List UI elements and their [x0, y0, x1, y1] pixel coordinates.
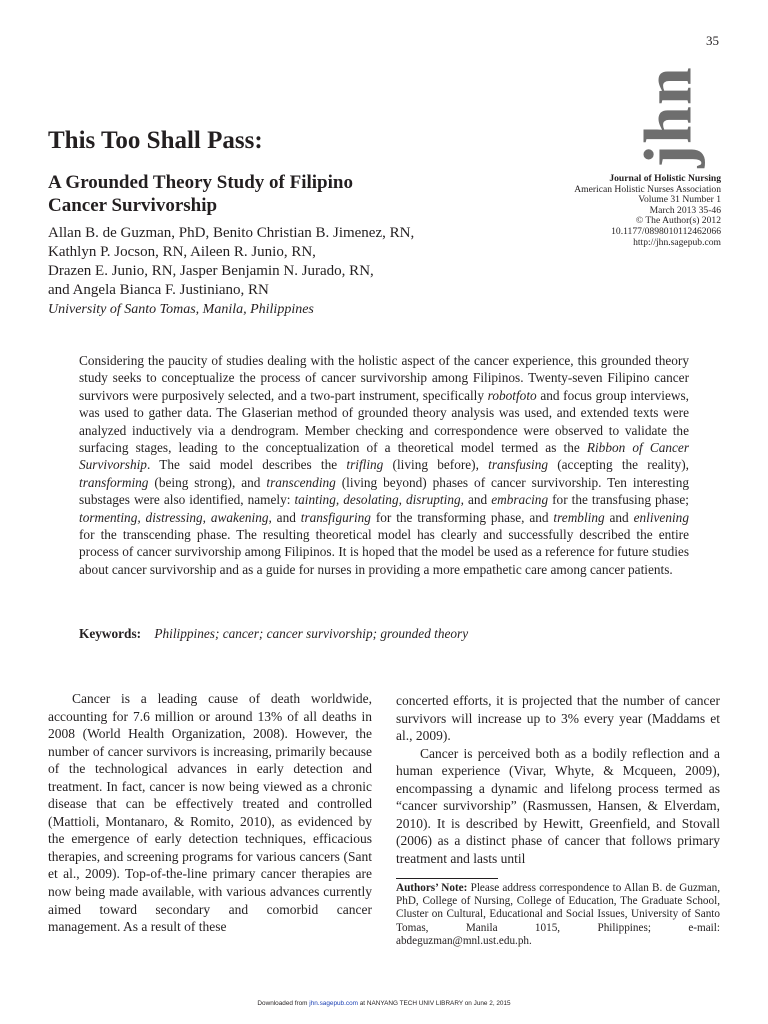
- keywords-list: Philippines; cancer; cancer survivorship; grounded theory: [154, 626, 469, 641]
- journal-doi: 10.1177/0898010112462066: [611, 225, 721, 237]
- journal-date: March 2013 35-46: [649, 204, 721, 216]
- author-line: and Angela Bianca F. Justiniano, RN: [48, 282, 269, 298]
- journal-name: Journal of Holistic Nursing: [609, 173, 721, 184]
- author-line: Kathlyn P. Jocson, RN, Aileen R. Junio, RN,: [48, 244, 316, 260]
- journal-logo: jhn: [629, 66, 706, 168]
- journal-volume: Volume 31 Number 1: [638, 194, 721, 206]
- download-notice: Downloaded from jhn.sagepub.com at NANYANG TECH UNIV LIBRARY on June 2, 2015: [257, 1000, 511, 1007]
- affiliation: University of Santo Tomas, Manila, Philippines: [48, 302, 314, 317]
- keywords-label: Keywords:: [79, 626, 142, 641]
- journal-copyright: © The Author(s) 2012: [635, 215, 721, 227]
- journal-association: American Holistic Nurses Association: [574, 183, 721, 195]
- body-column-left: [48, 690, 372, 936]
- author-block: [48, 224, 488, 319]
- body-column-right: [396, 692, 720, 867]
- abstract: Considering the paucity of studies dealing with the holistic aspect of the cancer experience, this grounded theory study seeks to conceptualize the process of cancer survivorship among Filipinos. Twenty-seven Filipino cancer survivors were purposively selected, and a two-part instrument, specifically robotfoto and focus group interviews, was used to gather data. The Glaserian method of grounded theory analysis was used, and extended texts were analyzed inductively via a dendrogram. Member checking and correspondence were observed to validate the surfacing stages, leading to the conceptualization of a theoretical model termed as the Ribbon of Cancer Survivorship. The said model describes the trifling (living before), transfusing (accepting the reality), transforming (being strong), and transcending (living beyond) phases of cancer survivorship. Ten interesting substages were also identified, namely: tainting, desolating, disrupting, and embracing for the transfusing phase; tormenting, distressing, awakening, and transfiguring for the transforming phase, and trembling and enlivening for the transcending phase. The resulting theoretical model has clearly and successfully described the entire process of cancer survivorship among Filipinos. It is hoped that the model be used as a reference for future studies about cancer survivorship and as a guide for nurses in providing a more empathetic care among cancer patients.: [79, 353, 690, 577]
- author-line: Allan B. de Guzman, PhD, Benito Christian B. Jimenez, RN,: [48, 225, 415, 241]
- journal-info: [471, 174, 721, 248]
- article-title: This Too Shall Pass:: [48, 127, 263, 154]
- author-line: Drazen E. Junio, RN, Jasper Benjamin N. Jurado, RN,: [48, 263, 374, 279]
- journal-url[interactable]: http://jhn.sagepub.com: [633, 236, 721, 248]
- authors-note-text: Please address correspondence to Allan B. de Guzman, PhD, College of Nursing, College of Education, The Graduate School, Cluster on Cultural, Educational and Social Issues, University of Santo Tomas, Manila 1015, Philippines; e-mail: abdeguzman@mnl.ust.edu.ph.: [396, 882, 720, 947]
- body-paragraph: Cancer is a leading cause of death worldwide, accounting for 7.6 million or around 13% of all deaths in 2008 (World Health Organization, 2008). However, the number of cancer survivors is increasing, primarily because of the technological advances in early detection and treatment. In fact, cancer is now being viewed as a chronic disease that can be effectively treated and controlled (Mattioli, Montanaro, & Romito, 2010), as evidenced by the emergence of early detection techniques, efficacious therapies, and screening programs for various cancers (Sant et al., 2009). Top-of-the-line primary cancer therapies are now being made available, with various advances currently aimed toward secondary and comorbid cancer management. As a result of these: [48, 691, 372, 935]
- keywords: [79, 626, 468, 642]
- body-paragraph: Cancer is perceived both as a bodily reflection and a human experience (Vivar, Whyte, & Mcqueen, 2009), encompassing a dynamic and lifelong process termed as “cancer survivorship” (Rasmussen, Hansen, & Elverdam, 2010). It is described by Hewitt, Greenfield, and Stovall (2006) as a distinct phase of cancer that follows primary treatment and lasts until: [396, 745, 720, 866]
- page-number: 35: [706, 33, 719, 48]
- authors-note-label: Authors’ Note:: [396, 882, 468, 894]
- article-subtitle: A Grounded Theory Study of Filipino Cancer Survivorship: [48, 172, 353, 216]
- authors-note: [396, 882, 720, 948]
- footnote-rule: [396, 878, 498, 879]
- body-paragraph: concerted efforts, it is projected that the number of cancer survivors will increase up to 3% every year (Maddams et al., 2009).: [396, 693, 720, 744]
- download-link[interactable]: jhn.sagepub.com: [309, 1000, 358, 1007]
